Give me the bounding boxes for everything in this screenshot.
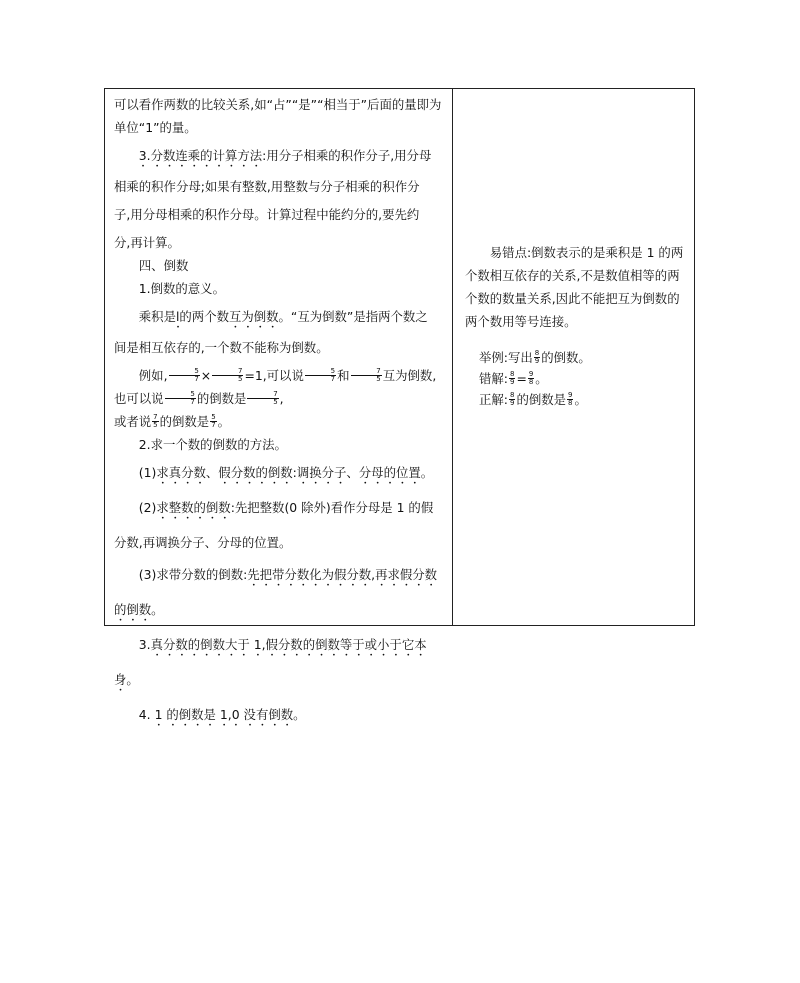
line-comparison: 可以看作两数的比较关系,如“占”“是”“相当于”后面的量即为 [114,97,442,112]
point-4-special-cases: 4. 1 的倒数是 1,0 没有倒数。 [138,707,306,722]
common-mistake-note: 易错点:倒数表示的是乘积是 1 的两个数相互依存的关系,不是数值相等的两个数的数量关系,因此不能把互为倒数的两个数用等号连接。 [465,245,684,329]
fraction-seven-fifths: $\frac{7}{5}$ [247,391,278,406]
fraction-five-sevenths: $\frac{5}{7}$ [305,368,336,383]
fraction-five-sevenths: $\frac{5}{7}$ [165,391,196,406]
reciprocal-example-line2: 或者说 $\frac{7}{5}$ 的倒数是 $\frac{5}{7}$ 。 [114,413,231,429]
method-proper-improper: (1)求真分数、假分数的倒数:调换分子、分母的位置。 [138,465,434,480]
method-mixed-number-line2: 的倒数。 [114,602,164,617]
point-2-title: 2.求一个数的倒数的方法。 [138,437,287,452]
method-mixed-number: (3)求带分数的倒数:先把带分数化为假分数,再求假分数 [138,567,438,582]
fraction-seven-fifths: $\frac{7}{5}$ [153,413,158,429]
fraction-eight-ninths: $\frac{8}{9}$ [534,349,540,365]
fraction-seven-fifths: $\frac{7}{5}$ [351,368,382,383]
notes-column [105,89,453,722]
point-3-comparison: 3.真分数的倒数大于 1,假分数的倒数等于或小于它本 [138,637,427,652]
point-3-comparison-line2: 身。 [114,672,139,687]
reciprocal-definition-line2: 间是相互依存的,一个数不能称为倒数。 [114,340,329,355]
reciprocal-example: 例如, $\frac{5}{7}$ × $\frac{7}{5}$ =1,可以说 $\frac{5}{7}$ 和 $\frac{7}{5}$ 互为倒数,也可以说 $\frac{5}{7}$ 的倒数是 $\frac{7}{5}$ , [114,367,437,406]
fraction-five-sevenths: $\frac{5}{7}$ [211,413,216,429]
correct-answer: 正解: $\frac{8}{9}$ 的倒数是 $\frac{9}{8}$ 。 [479,391,587,407]
fraction-eight-ninths: $\frac{8}{9}$ [509,391,515,407]
fraction-nine-eighths: $\frac{9}{8}$ [568,391,573,407]
fraction-eight-ninths: $\frac{8}{9}$ [509,370,515,386]
line-unit-one: 单位“1”的量。 [114,120,197,135]
method-integer: (2)求整数的倒数:先把整数(0 除外)看作分母是 1 的假 [138,500,434,515]
worksheet-table [104,88,695,722]
rule-fraction-line4: 分,再计算。 [114,235,180,250]
fraction-nine-eighths: $\frac{9}{8}$ [528,370,534,386]
example-question: 举例:写出 $\frac{8}{9}$ 的倒数。 [479,349,591,365]
fraction-seven-fifths: $\frac{7}{5}$ [212,368,243,383]
rule-fraction-line2: 相乘的积作分母;如果有整数,用整数与分子相乘的积作分 [114,179,420,194]
point-1-title: 1.倒数的意义。 [138,281,225,296]
rule-fraction-line3: 子,用分母相乘的积作分母。计算过程中能约分的,要先约 [114,207,420,222]
tips-column [453,89,694,625]
reciprocal-definition: 乘积是l的两个数互为倒数。“互为倒数”是指两个数之 [138,309,428,324]
wrong-answer: 错解: $\frac{8}{9}$ = $\frac{9}{8}$ 。 [479,370,548,386]
section-heading-reciprocal: 四、倒数 [138,258,189,273]
method-integer-line2: 分数,再调换分子、分母的位置。 [114,535,292,550]
fraction-five-sevenths: $\frac{5}{7}$ [169,368,200,383]
worked-example [465,347,684,410]
rule-fraction-multiplication: 3.分数连乘的计算方法:用分子相乘的积作分子,用分母 [138,148,432,163]
